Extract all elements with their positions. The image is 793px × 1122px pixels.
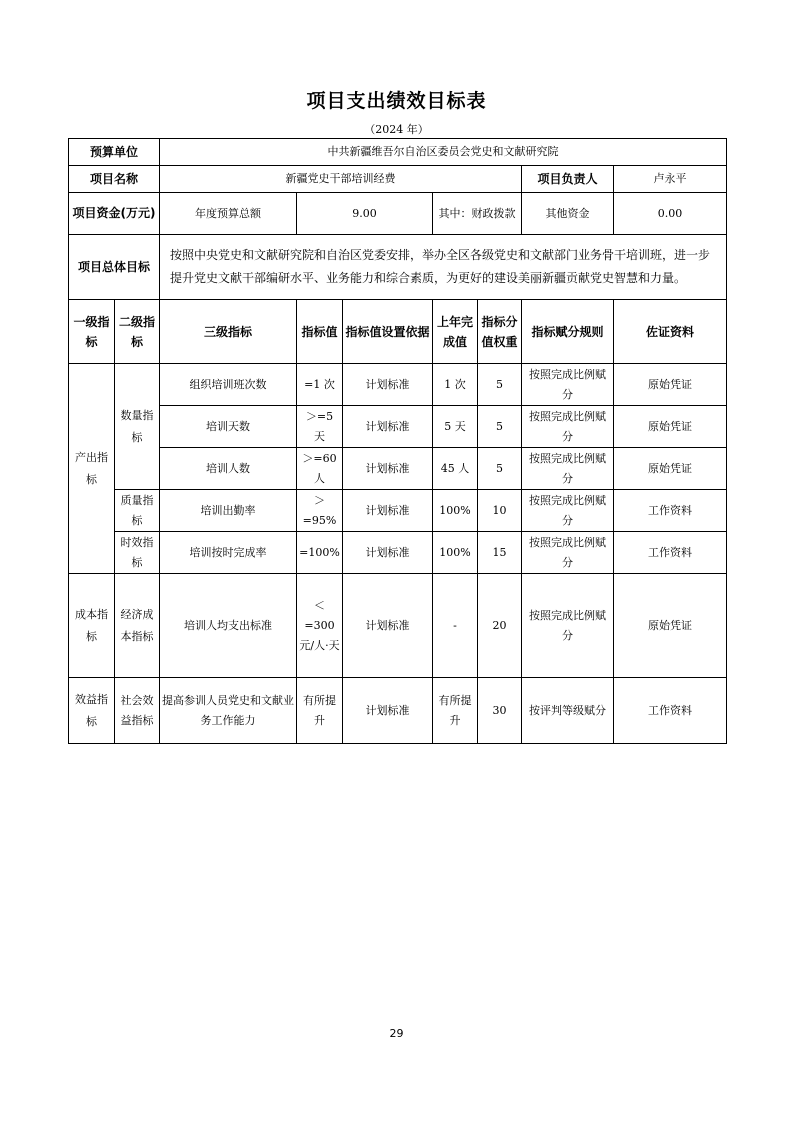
table-row [69,406,727,448]
row-value: ＞=95% [297,490,343,532]
header-weight: 指标分值权重 [478,300,522,364]
row-basis: 计划标准 [343,364,433,406]
table-row [69,532,727,574]
row-last: 1 次 [433,364,478,406]
year-label: （2024 年） [364,123,429,136]
row-value: ＞=60 人 [297,448,343,490]
row-evidence: 工作资料 [614,532,727,574]
row-rule: 按照完成比例赋分 [522,574,614,678]
header-last-year: 上年完成值 [433,300,478,364]
row-weight: 5 [478,364,522,406]
row-weight: 20 [478,574,522,678]
row-value: ＞=5 天 [297,406,343,448]
project-name-row [69,166,727,193]
group-economic-cost: 经济成本指标 [115,574,160,678]
fiscal-allocation-label: 其中：财政拨款 [433,193,522,235]
overall-goal-label: 项目总体目标 [69,235,160,300]
row-weight: 5 [478,448,522,490]
other-funds-value: 0.00 [614,193,727,235]
header-row [69,300,727,364]
row-last: 有所提升 [433,678,478,744]
header-level1: 一级指标 [69,300,115,364]
row-basis: 计划标准 [343,406,433,448]
row-name: 培训出勤率 [160,490,297,532]
row-weight: 15 [478,532,522,574]
row-value: ＜=300 元/人·天 [297,574,343,678]
page-title: 项目支出绩效目标表 [306,90,487,112]
group-social-benefit: 社会效益指标 [115,678,160,744]
row-last: - [433,574,478,678]
project-name-label: 项目名称 [69,166,160,193]
row-value: 有所提升 [297,678,343,744]
row-basis: 计划标准 [343,532,433,574]
group-quality: 质量指标 [115,490,160,532]
page-number: 29 [389,1027,404,1040]
row-name: 组织培训班次数 [160,364,297,406]
row-value: =1 次 [297,364,343,406]
project-fund-label: 项目资金(万元) [69,193,160,235]
row-basis: 计划标准 [343,490,433,532]
row-weight: 30 [478,678,522,744]
project-name-value: 新疆党史干部培训经费 [160,166,522,193]
row-last: 5 天 [433,406,478,448]
annual-budget-label: 年度预算总额 [160,193,297,235]
row-last: 100% [433,490,478,532]
annual-budget-value: 9.00 [297,193,433,235]
row-name: 培训人数 [160,448,297,490]
project-leader-value: 卢永平 [614,166,727,193]
budget-unit-row [69,139,727,166]
row-name: 培训天数 [160,406,297,448]
group-quantity: 数量指标 [115,364,160,490]
performance-table [68,138,727,744]
group-benefit: 效益指标 [69,678,115,744]
table-row [69,574,727,678]
project-fund-row [69,193,727,235]
row-rule: 按照完成比例赋分 [522,490,614,532]
row-rule: 按照完成比例赋分 [522,364,614,406]
header-rule: 指标赋分规则 [522,300,614,364]
table-row [69,490,727,532]
table-row [69,364,727,406]
header-evidence: 佐证资料 [614,300,727,364]
overall-goal-row [69,235,727,300]
row-evidence: 工作资料 [614,490,727,532]
budget-unit-value: 中共新疆维吾尔自治区委员会党史和文献研究院 [160,139,727,166]
row-evidence: 原始凭证 [614,364,727,406]
other-funds-label: 其他资金 [522,193,614,235]
row-last: 45 人 [433,448,478,490]
row-value: =100% [297,532,343,574]
overall-goal-value: 按照中央党史和文献研究院和自治区党委安排，举办全区各级党史和文献部门业务骨干培训班，进一步提升党史文献干部编研水平、业务能力和综合素质，为更好的建设美丽新疆贡献党史智慧和力量。 [160,235,727,300]
group-cost: 成本指标 [69,574,115,678]
group-output: 产出指标 [69,364,115,574]
row-rule: 按照完成比例赋分 [522,532,614,574]
row-weight: 10 [478,490,522,532]
row-last: 100% [433,532,478,574]
row-evidence: 原始凭证 [614,448,727,490]
table-row [69,448,727,490]
row-rule: 按照完成比例赋分 [522,448,614,490]
header-level3: 三级指标 [160,300,297,364]
row-rule: 按照完成比例赋分 [522,406,614,448]
header-basis: 指标值设置依据 [343,300,433,364]
table-row [69,678,727,744]
row-rule: 按评判等级赋分 [522,678,614,744]
row-evidence: 工作资料 [614,678,727,744]
project-leader-label: 项目负责人 [522,166,614,193]
row-name: 培训按时完成率 [160,532,297,574]
row-weight: 5 [478,406,522,448]
row-name: 提高参训人员党史和文献业务工作能力 [160,678,297,744]
group-timeliness: 时效指标 [115,532,160,574]
row-basis: 计划标准 [343,574,433,678]
row-basis: 计划标准 [343,678,433,744]
row-evidence: 原始凭证 [614,406,727,448]
budget-unit-label: 预算单位 [69,139,160,166]
row-name: 培训人均支出标准 [160,574,297,678]
row-basis: 计划标准 [343,448,433,490]
header-index-value: 指标值 [297,300,343,364]
row-evidence: 原始凭证 [614,574,727,678]
header-level2: 二级指标 [115,300,160,364]
